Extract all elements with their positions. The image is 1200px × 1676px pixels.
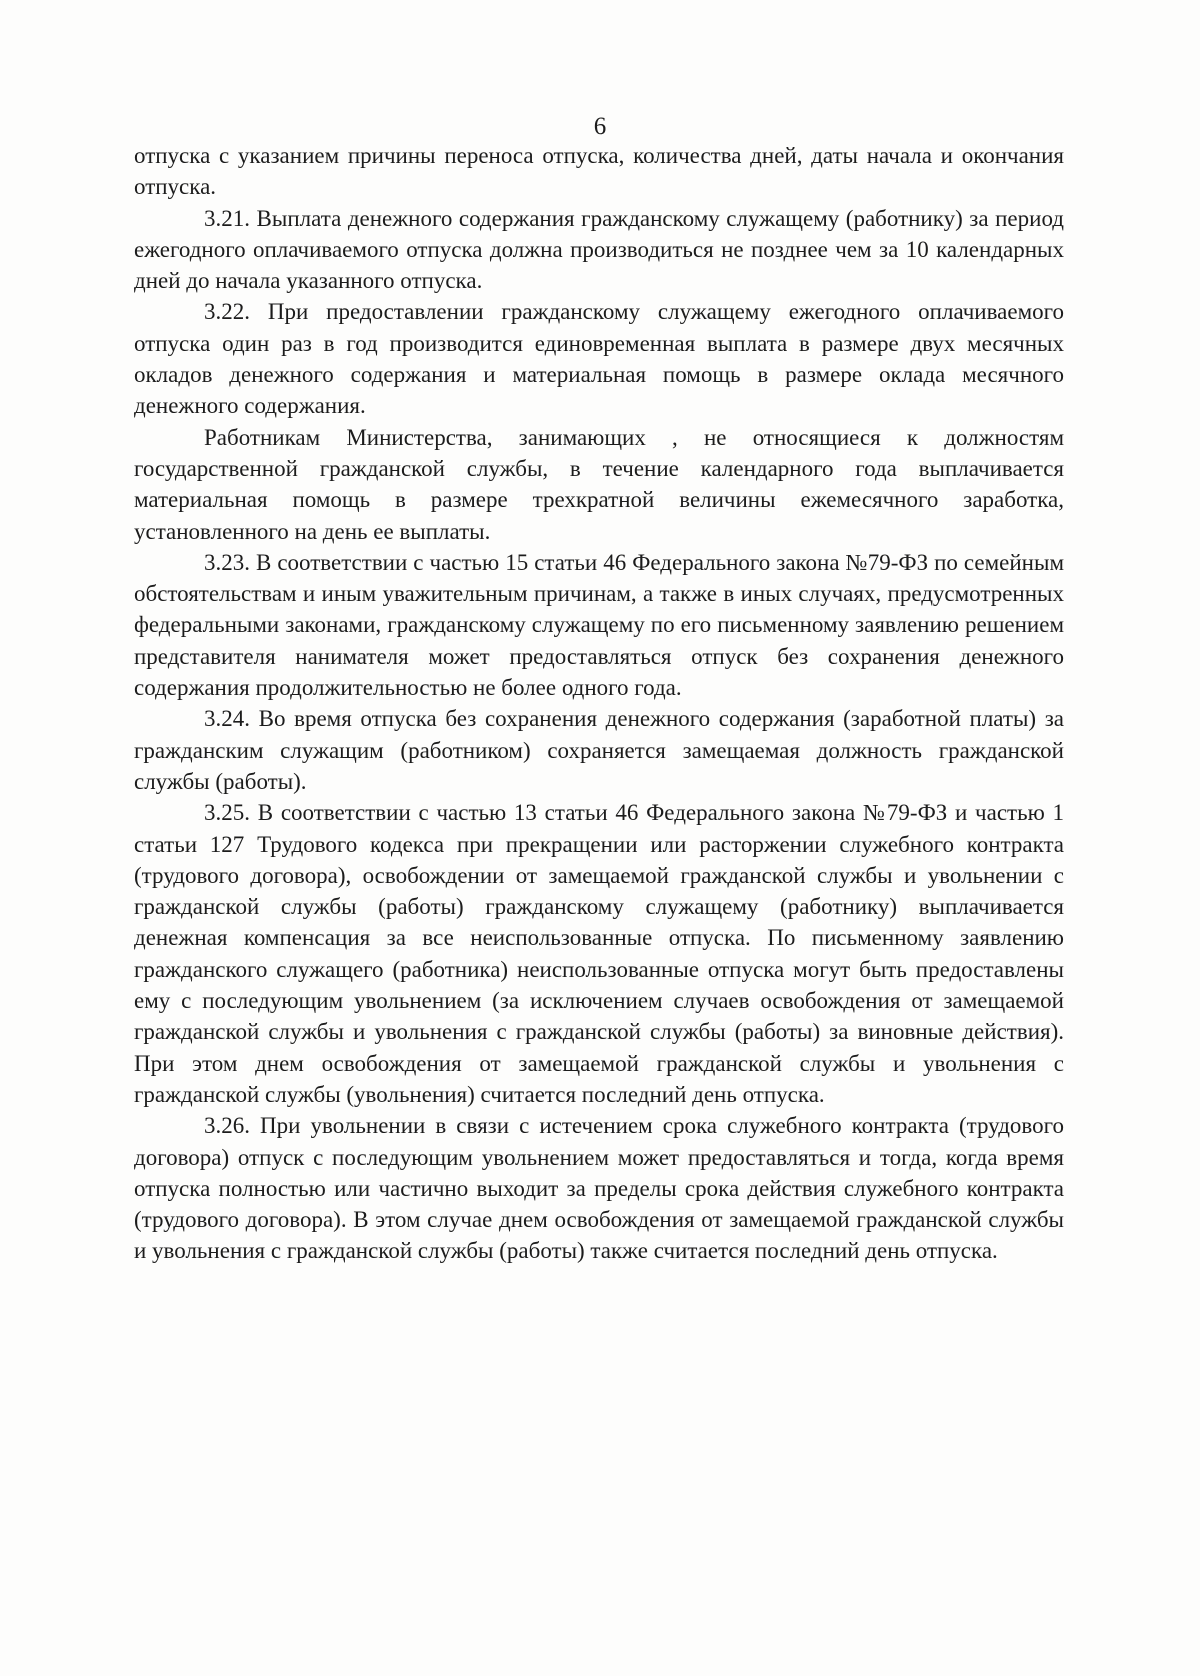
paragraph-3-26: 3.26. При увольнении в связи с истечением срока служебного контракта (трудового договора) отпуск с последующим увольнением может предоставляться и тогда, когда время отпуска полностью или частично выходит за пределы срока действия служебного контракта (трудового договора). В этом случае днем освобождения от замещаемой гражданской службы и увольнения с гражданской службы (работы) также считается последний день отпуска.: [134, 1113, 1064, 1264]
paragraph-3-22-workers: Работникам Министерства, занимающих , не относящиеся к должностям государственной гражданской службы, в течение календарного года выплачивается материальная помощь в размере трехкратной величины ежемесячного заработка, установленного на день ее выплаты.: [134, 424, 1064, 544]
paragraph-3-22: 3.22. При предоставлении гражданскому служащему ежегодного оплачиваемого отпуска один раз в год производится единовременная выплата в размере двух месячных окладов денежного содержания и материальная помощь в размере оклада месячного денежного содержания.: [134, 299, 1064, 419]
page-number: 6: [593, 113, 607, 140]
paragraph-3-21: 3.21. Выплата денежного содержания гражданскому служащему (работнику) за период ежегодного оплачиваемого отпуска должна производиться не позднее чем за 10 календарных дней до начала указанного отпуска.: [134, 205, 1064, 294]
paragraph-continuation: отпуска с указанием причины переноса отпуска, количества дней, даты начала и окончания отпуска.: [134, 143, 1064, 200]
paragraph-3-23: 3.23. В соответствии с частью 15 статьи 46 Федерального закона №79-ФЗ по семейным обстоятельствам и иным уважительным причинам, а также в иных случаях, предусмотренных федеральными законами, гражданскому служащему по его письменному заявлению решением представителя нанимателя может предоставляться отпуск без сохранения денежного содержания продолжительностью не более одного года.: [134, 549, 1064, 701]
paragraph-3-24: 3.24. Во время отпуска без сохранения денежного содержания (заработной платы) за гражданским служащим (работником) сохраняется замещаемая должность гражданской службы (работы).: [134, 706, 1064, 794]
document-body: [134, 140, 1064, 1267]
paragraph-3-25: 3.25. В соответствии с частью 13 статьи 46 Федерального закона №79-ФЗ и частью 1 статьи 127 Трудового кодекса при прекращении или расторжении служебного контракта (трудового договора), освобождении от замещаемой гражданской службы и увольнении с гражданской службы (работы) гражданскому служащему (работнику) выплачивается денежная компенсация за все неиспользованные отпуска. По письменному заявлению гражданского служащего (работника) неиспользованные отпуска могут быть предоставлены ему с последующим увольнением (за исключением случаев освобождения от замещаемой гражданской службы и увольнения с гражданской службы (работы) за виновные действия). При этом днем освобождения от замещаемой гражданской службы и увольнения с гражданской службы (увольнения) считается последний день отпуска.: [134, 800, 1064, 1107]
